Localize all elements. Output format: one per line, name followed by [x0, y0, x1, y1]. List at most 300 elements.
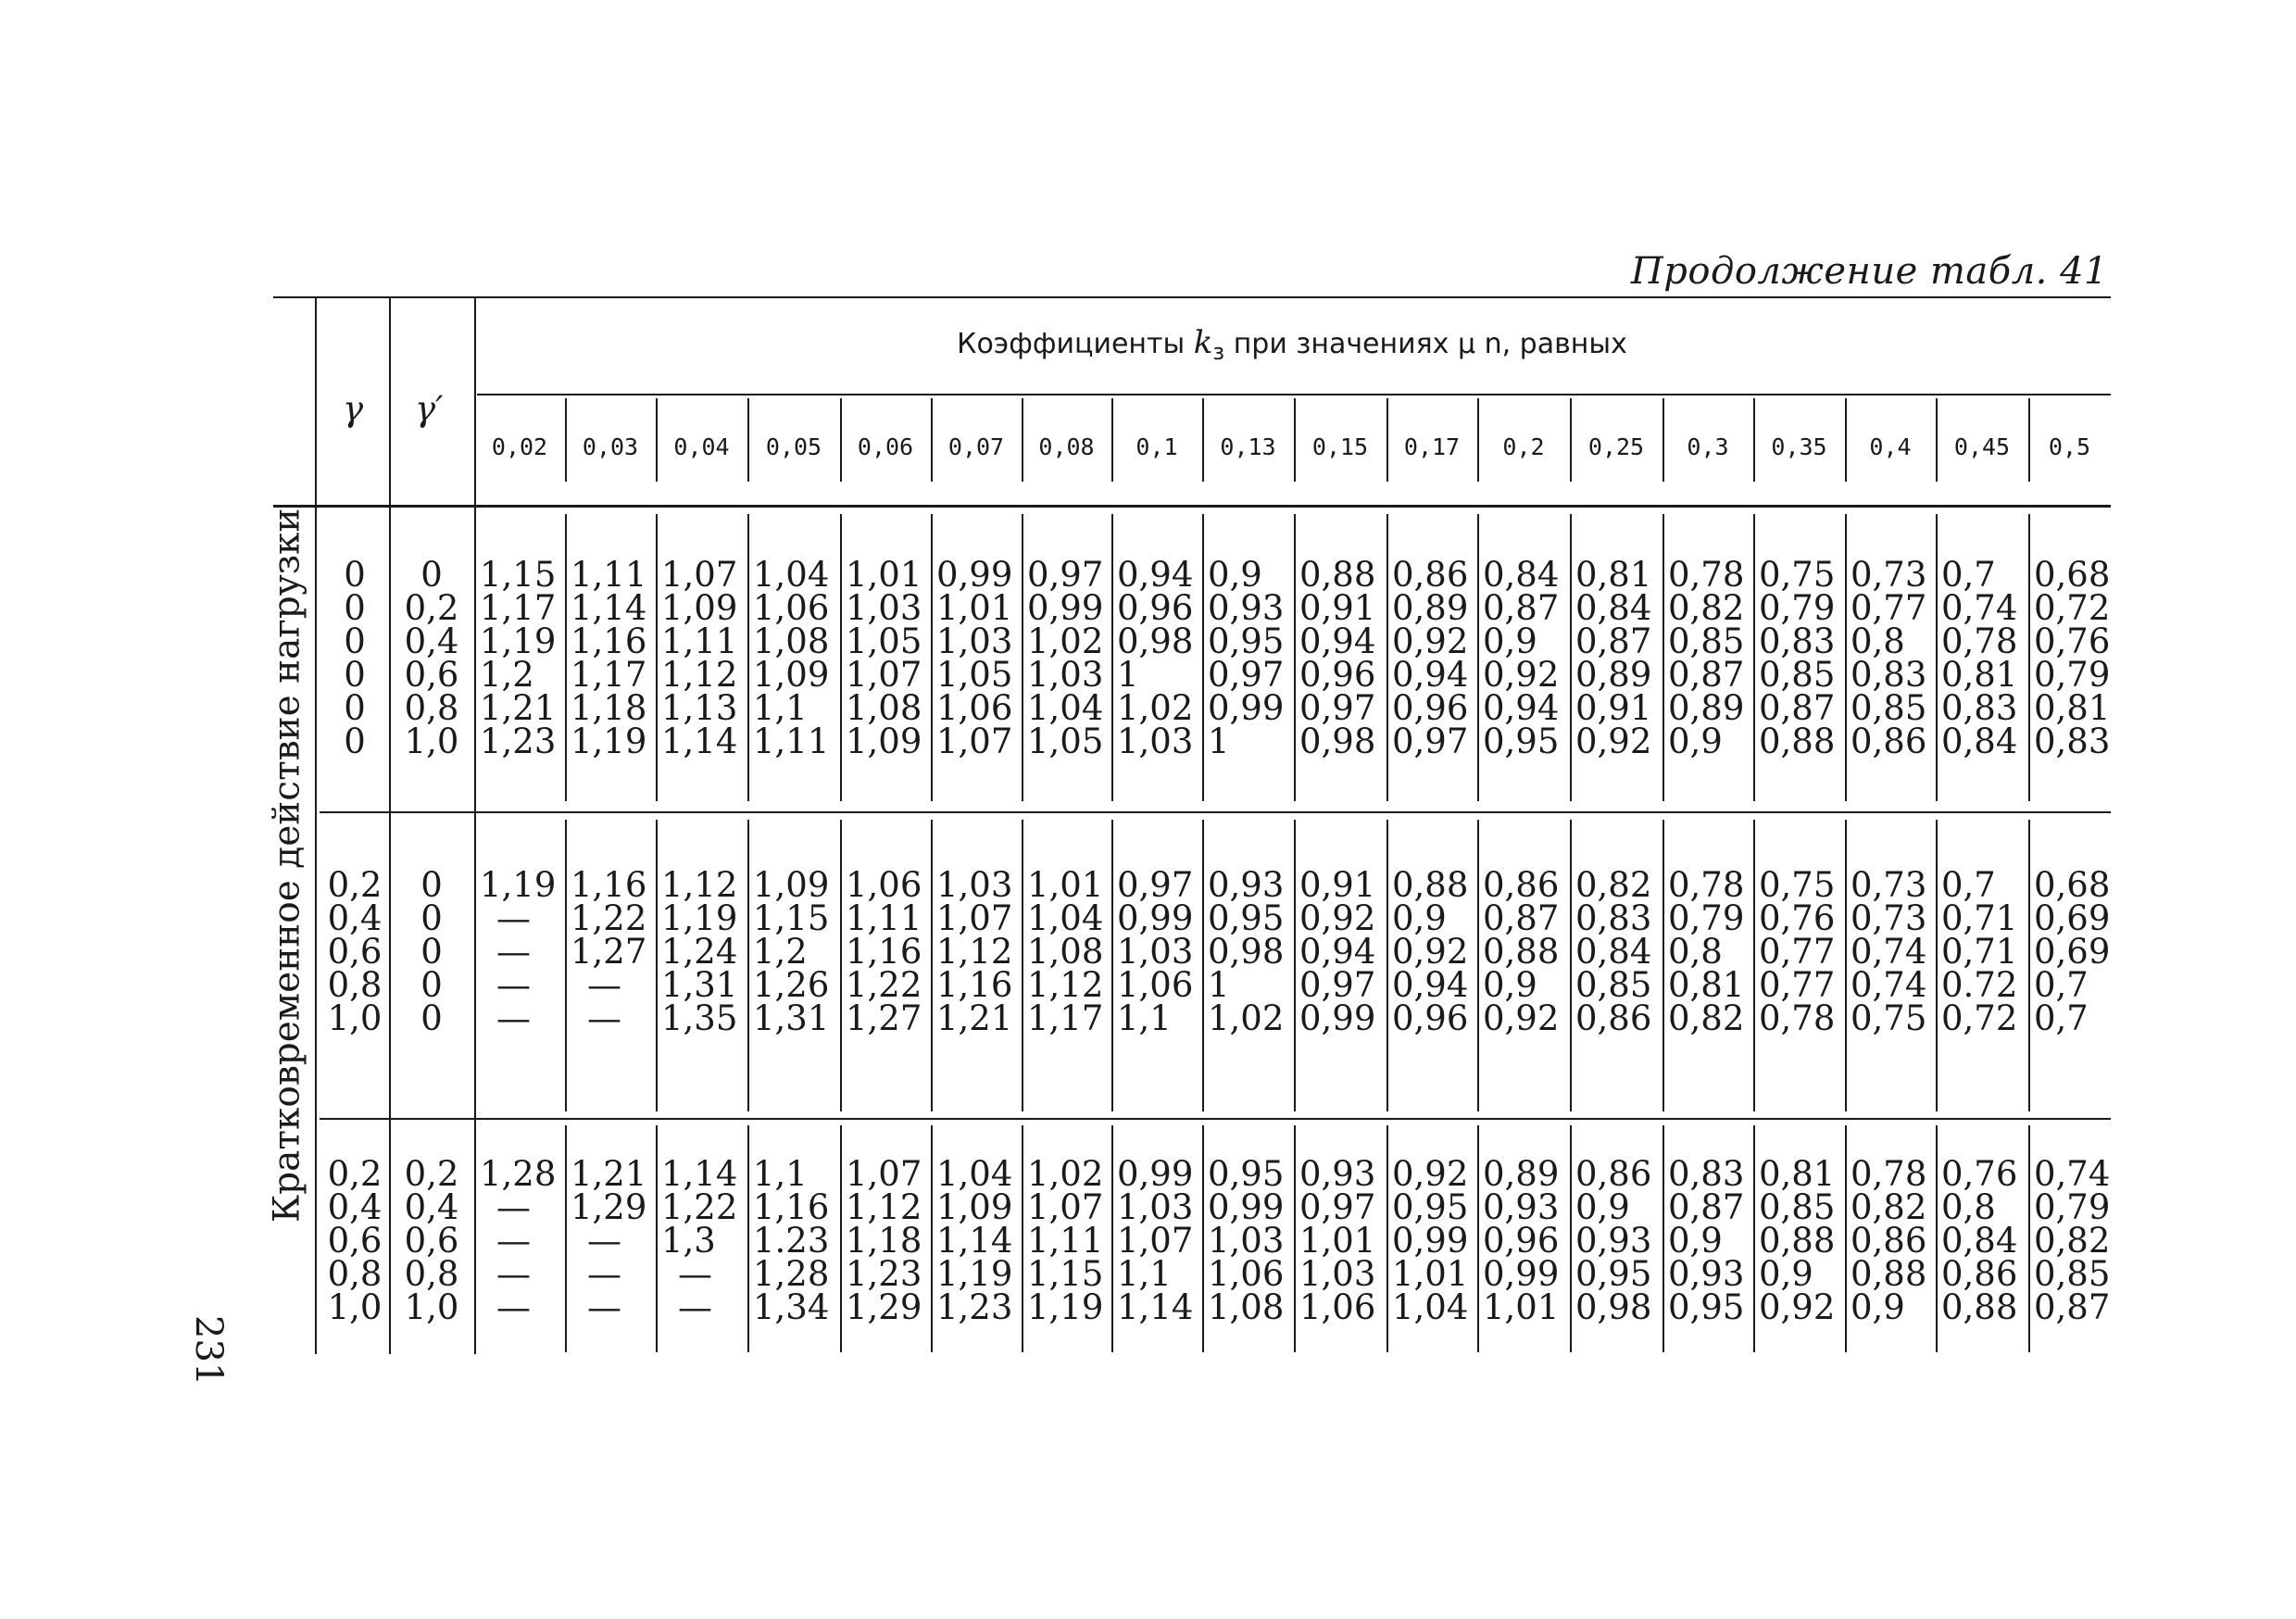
left-column-rule [474, 298, 476, 1354]
value-cell: 1,04 [1027, 898, 1104, 938]
value-cell: 1,26 [753, 965, 830, 1005]
gamma-prime-cell: 0 [420, 932, 443, 972]
value-column [1941, 555, 2018, 761]
value-column [753, 865, 830, 1038]
value-cell: 1,01 [936, 588, 1013, 628]
body-column-rule [1845, 514, 1847, 801]
value-cell: 1,07 [936, 898, 1013, 938]
value-cell: 1 [1208, 722, 1230, 761]
value-cell: 0,97 [1299, 688, 1376, 728]
value-column [2034, 865, 2111, 1038]
header-bottom-rule [273, 505, 2111, 508]
value-cell: 1,19 [480, 865, 557, 905]
value-cell: — [496, 1254, 531, 1294]
body-column-rule [1753, 514, 1755, 801]
value-cell: 1,01 [1299, 1221, 1376, 1261]
value-cell: 0,86 [1941, 1254, 2018, 1294]
value-column [480, 555, 557, 761]
value-column [661, 1154, 738, 1327]
value-cell: 1,04 [936, 1154, 1013, 1194]
value-cell: 0,87 [1759, 688, 1836, 728]
value-cell: 0,96 [1392, 998, 1469, 1038]
gamma-header: γ [343, 389, 364, 429]
value-column [1668, 1154, 1745, 1327]
value-cell: 1,02 [1027, 1154, 1104, 1194]
mu-n-header-cell: 0,08 [1038, 433, 1095, 460]
value-cell: 0,83 [1941, 688, 2018, 728]
value-column [1668, 555, 1745, 761]
value-cell: 0,87 [1483, 898, 1560, 938]
gamma-prime-cell: 0 [420, 865, 443, 905]
value-cell: 0,78 [1851, 1154, 1927, 1194]
value-cell: 1,31 [753, 998, 830, 1038]
value-cell: 0,72 [1941, 998, 2018, 1038]
gamma-column [322, 1154, 387, 1327]
gamma-prime-cell: 0 [420, 898, 443, 938]
value-cell: 0,88 [1299, 555, 1376, 595]
value-cell: 0,93 [1299, 1154, 1376, 1194]
value-cell: — [587, 1221, 621, 1261]
value-cell: 1,07 [1117, 1221, 1194, 1261]
value-column [1117, 865, 1194, 1038]
table-caption: Продолжение табл. 41 [1630, 250, 2108, 293]
value-cell: 0,95 [1208, 1154, 1285, 1194]
value-column [1575, 865, 1652, 1038]
value-cell: 0,84 [1941, 1221, 2018, 1261]
value-cell: 0,76 [2034, 621, 2111, 661]
value-cell: 0,91 [1299, 588, 1376, 628]
value-cell: 0,88 [1483, 932, 1560, 972]
mu-n-header-cell: 0,13 [1220, 433, 1276, 460]
value-cell: 0,89 [1575, 655, 1652, 695]
value-cell: 1,01 [1027, 865, 1104, 905]
value-cell: 0,86 [1851, 1221, 1927, 1261]
value-column [480, 865, 557, 1038]
value-cell: 1,06 [846, 865, 922, 905]
value-column [1299, 865, 1376, 1038]
value-column [1027, 555, 1104, 761]
value-column [936, 555, 1013, 761]
body-column-rule [565, 1125, 567, 1352]
mu-n-header-cell: 0,02 [491, 433, 548, 460]
value-cell: — [587, 998, 621, 1038]
value-cell: 0,9 [1759, 1254, 1813, 1294]
header-title-suffix: при значениях μ n, равных [1233, 328, 1627, 360]
value-cell: 1,09 [753, 865, 830, 905]
value-cell: 1,03 [1117, 1187, 1194, 1227]
value-cell: 1,23 [846, 1254, 922, 1294]
value-column [1941, 865, 2018, 1038]
value-cell: 1,12 [846, 1187, 922, 1227]
value-cell: 0,87 [1668, 1187, 1745, 1227]
value-cell: 1,14 [661, 1154, 738, 1194]
value-cell: — [496, 898, 531, 938]
value-cell: 1,04 [1392, 1287, 1469, 1327]
gamma-prime-cell: 0,2 [404, 1154, 459, 1194]
value-cell: 1,03 [936, 621, 1013, 661]
value-cell: 1,14 [661, 722, 738, 761]
body-column-rule [1386, 1125, 1388, 1352]
value-cell: 1,1 [753, 688, 808, 728]
value-cell: 0,93 [1208, 865, 1285, 905]
gamma-prime-column [395, 555, 469, 761]
value-cell: — [496, 965, 531, 1005]
value-column [1208, 865, 1285, 1038]
value-cell: 0,91 [1575, 688, 1652, 728]
body-column-rule [1386, 820, 1388, 1111]
body-column-rule [1845, 820, 1847, 1111]
header-title-subscript: з [1212, 339, 1225, 365]
value-cell: 0,9 [1483, 965, 1537, 1005]
value-cell: 0,79 [1759, 588, 1836, 628]
value-column [1941, 1154, 2018, 1327]
value-column [1027, 1154, 1104, 1327]
value-cell: 0,96 [1117, 588, 1194, 628]
body-column-rule [747, 820, 749, 1111]
value-cell: 1,08 [753, 621, 830, 661]
body-column-rule [2028, 514, 2030, 801]
value-cell: 0,86 [1392, 555, 1469, 595]
value-cell: 1,13 [661, 688, 738, 728]
value-cell: 1,06 [753, 588, 830, 628]
mu-n-header-cell: 0,06 [857, 433, 914, 460]
value-column [1299, 555, 1376, 761]
value-cell: 1,16 [753, 1187, 830, 1227]
value-cell: 0,83 [1851, 655, 1927, 695]
value-column [753, 1154, 830, 1327]
value-cell: 0,99 [1208, 688, 1285, 728]
gamma-cell: 0,6 [327, 932, 383, 972]
value-cell: 1,11 [846, 898, 922, 938]
body-column-rule [931, 514, 933, 801]
value-cell: 1,31 [661, 965, 738, 1005]
value-cell: 1,02 [1117, 688, 1194, 728]
value-cell: 1,19 [571, 722, 647, 761]
value-cell: 0,87 [1668, 655, 1745, 695]
value-cell: 0,96 [1483, 1221, 1560, 1261]
body-column-rule [2028, 1125, 2030, 1352]
value-column [480, 1154, 557, 1327]
body-column-rule [840, 1125, 842, 1352]
body-column-rule [656, 514, 658, 801]
value-cell: 0,74 [1851, 932, 1927, 972]
value-column [936, 1154, 1013, 1327]
gamma-cell: 0 [344, 621, 366, 661]
body-column-rule [1294, 820, 1296, 1111]
gamma-cell: 0 [344, 588, 366, 628]
value-cell: 0,93 [1483, 1187, 1560, 1227]
value-cell: 1,11 [753, 722, 830, 761]
value-cell: 1,16 [571, 621, 647, 661]
mu-column-rule [1477, 398, 1479, 482]
value-cell: 1,03 [1027, 655, 1104, 695]
value-cell: 0,99 [1483, 1254, 1560, 1294]
value-column [846, 555, 922, 761]
value-cell: 1,07 [846, 655, 922, 695]
left-column-rule [389, 298, 391, 1354]
value-cell: 1,11 [661, 621, 738, 661]
value-cell: 1,16 [936, 965, 1013, 1005]
value-cell: 0,8 [1941, 1187, 1996, 1227]
value-cell: 0,95 [1668, 1287, 1745, 1327]
gamma-prime-cell: 0,4 [404, 1187, 459, 1227]
value-cell: 0,73 [1851, 555, 1927, 595]
value-cell: 0,88 [1941, 1287, 2018, 1327]
value-cell: 1,15 [1027, 1254, 1104, 1294]
value-cell: 0,87 [1483, 588, 1560, 628]
value-cell: 0,79 [1668, 898, 1745, 938]
body-column-rule [1477, 1125, 1479, 1352]
value-cell: 0,94 [1117, 555, 1194, 595]
value-cell: 0,84 [1575, 932, 1652, 972]
value-column [1208, 1154, 1285, 1327]
gamma-cell: 0 [344, 555, 366, 595]
mu-column-rule [1845, 398, 1847, 482]
value-cell: 1,01 [1392, 1254, 1469, 1294]
body-column-rule [747, 1125, 749, 1352]
value-column [1575, 555, 1652, 761]
value-cell: 0,82 [1668, 998, 1745, 1038]
value-cell: 1,29 [846, 1287, 922, 1327]
value-cell: 0,97 [1208, 655, 1285, 695]
value-cell: 0,9 [1668, 1221, 1723, 1261]
value-cell: 0,84 [1575, 588, 1652, 628]
mu-column-rule [840, 398, 842, 482]
value-cell: 0,82 [1851, 1187, 1927, 1227]
gamma-prime-cell: 1,0 [404, 722, 459, 761]
value-cell: 0,81 [1575, 555, 1652, 595]
value-cell: 0,95 [1575, 1254, 1652, 1294]
value-cell: 0,71 [1941, 898, 2018, 938]
mu-n-header-cell: 0,15 [1311, 433, 1369, 460]
value-cell: 1,08 [846, 688, 922, 728]
top-rule [273, 296, 2111, 298]
value-cell: 0,9 [1575, 1187, 1630, 1227]
group-separator-1 [320, 811, 2111, 813]
body-column-rule [931, 1125, 933, 1352]
value-cell: 1,03 [1117, 722, 1194, 761]
page-number: 231 [187, 1315, 230, 1387]
value-cell: 0,85 [1759, 1187, 1836, 1227]
value-cell: 1,08 [1208, 1287, 1285, 1327]
mu-n-header-cell: 0,3 [1687, 433, 1729, 460]
gamma-cell: 0 [344, 655, 366, 695]
value-cell: 1,04 [1027, 688, 1104, 728]
body-column-rule [1294, 514, 1296, 801]
value-column [1117, 1154, 1194, 1327]
value-cell: 1,02 [1027, 621, 1104, 661]
body-column-rule [1753, 1125, 1755, 1352]
value-cell: — [496, 932, 531, 972]
value-cell: 1,05 [846, 621, 922, 661]
value-cell: 0,92 [1483, 655, 1560, 695]
value-column [1851, 865, 1927, 1038]
value-column [1208, 555, 1285, 761]
value-cell: 1,18 [571, 688, 647, 728]
body-column-rule [1477, 820, 1479, 1111]
value-cell: 0,97 [1027, 555, 1104, 595]
value-cell: — [496, 1187, 531, 1227]
value-column [571, 555, 647, 761]
value-cell: 0,84 [1483, 555, 1560, 595]
value-cell: — [587, 1254, 621, 1294]
value-cell: 1,16 [846, 932, 922, 972]
value-cell: 0,69 [2034, 932, 2111, 972]
value-cell: 1,14 [571, 588, 647, 628]
gamma-cell: 1,0 [327, 998, 383, 1038]
gamma-cell: 1,0 [327, 1287, 383, 1327]
value-cell: 0,99 [1392, 1221, 1469, 1261]
mu-column-rule [1662, 398, 1664, 482]
value-cell: 0,83 [1575, 898, 1652, 938]
value-cell: 1,27 [846, 998, 922, 1038]
value-cell: 1,09 [661, 588, 738, 628]
value-column [846, 865, 922, 1038]
value-cell: 1,19 [480, 621, 557, 661]
value-cell: 1,12 [936, 932, 1013, 972]
gamma-prime-cell: 0 [420, 998, 443, 1038]
value-cell: 0,88 [1392, 865, 1469, 905]
mu-column-rule [1022, 398, 1023, 482]
value-column [571, 865, 647, 1038]
value-column [1483, 865, 1560, 1038]
value-cell: 0,76 [1941, 1154, 2018, 1194]
header-title [477, 324, 2107, 365]
value-cell: 0,88 [1759, 1221, 1836, 1261]
gamma-cell: 0,2 [327, 865, 383, 905]
value-cell: — [587, 1287, 621, 1327]
value-cell: 0,95 [1208, 898, 1285, 938]
gamma-cell: 0,2 [327, 1154, 383, 1194]
value-column [1668, 865, 1745, 1038]
value-cell: 0,97 [1117, 865, 1194, 905]
value-cell: 0,86 [1851, 722, 1927, 761]
value-cell: 0,95 [1392, 1187, 1469, 1227]
value-cell: 0,88 [1851, 1254, 1927, 1294]
value-cell: 1,14 [936, 1221, 1013, 1261]
value-cell: 0,98 [1575, 1287, 1652, 1327]
gamma-prime-cell: 0,6 [404, 1221, 459, 1261]
gamma-prime-cell: 0,6 [404, 655, 459, 695]
side-label: Кратковременное действие нагрузки [266, 508, 308, 1223]
value-column [1299, 1154, 1376, 1327]
body-column-rule [1936, 820, 1938, 1111]
value-cell: 1,07 [846, 1154, 922, 1194]
value-cell: 0.72 [1941, 965, 2018, 1005]
gamma-prime-cell: 0,4 [404, 621, 459, 661]
value-cell: 0,78 [1668, 555, 1745, 595]
value-column [1851, 1154, 1927, 1327]
value-cell: 0,94 [1392, 655, 1469, 695]
value-cell: 1,3 [661, 1221, 716, 1261]
value-cell: 1,28 [480, 1154, 557, 1194]
mu-n-header-cell: 0,5 [2048, 433, 2091, 460]
value-cell: 0,94 [1299, 932, 1376, 972]
value-cell: 0,79 [2034, 1187, 2111, 1227]
value-cell: 0,78 [1668, 865, 1745, 905]
mu-column-rule [1936, 398, 1938, 482]
mu-n-header-cell: 0,17 [1403, 433, 1461, 460]
value-cell: 0,85 [1759, 655, 1836, 695]
mu-column-rule [931, 398, 933, 482]
value-cell: 0,99 [1299, 998, 1376, 1038]
body-column-rule [1111, 820, 1113, 1111]
value-cell: 0,84 [1941, 722, 2018, 761]
value-cell: 0,95 [1208, 621, 1285, 661]
body-column-rule [656, 820, 658, 1111]
value-cell: 0,97 [1299, 1187, 1376, 1227]
value-cell: 0,82 [2034, 1221, 2111, 1261]
value-cell: 1,21 [480, 688, 557, 728]
value-cell: 0,81 [1941, 655, 2018, 695]
value-cell: 1,09 [846, 722, 922, 761]
gamma-cell: 0 [344, 688, 366, 728]
value-cell: 0,77 [1759, 932, 1836, 972]
body-column-rule [840, 820, 842, 1111]
mu-column-rule [1753, 398, 1755, 482]
body-column-rule [747, 514, 749, 801]
value-cell: 0,94 [1483, 688, 1560, 728]
value-cell: 1,09 [936, 1187, 1013, 1227]
value-cell: 0,9 [1208, 555, 1262, 595]
value-cell: 0,7 [1941, 555, 1996, 595]
body-column-rule [1570, 514, 1572, 801]
value-cell: 0,85 [1851, 688, 1927, 728]
value-column [1392, 1154, 1469, 1327]
mu-n-header-cell: 0,45 [1953, 433, 2011, 460]
gamma-cell: 0,6 [327, 1221, 383, 1261]
value-cell: 1,22 [661, 1187, 738, 1227]
value-cell: 0,92 [1392, 621, 1469, 661]
value-cell: 1,02 [1208, 998, 1285, 1038]
value-cell: 1,15 [753, 898, 830, 938]
value-cell: 0,71 [1941, 932, 2018, 972]
value-cell: 0,9 [1483, 621, 1537, 661]
header-title-prefix: Коэффициенты [957, 328, 1186, 360]
value-cell: — [587, 965, 621, 1005]
value-cell: 0,9 [1851, 1287, 1905, 1327]
value-column [661, 555, 738, 761]
value-cell: 1,03 [1208, 1221, 1285, 1261]
mu-n-header-cell: 0,25 [1587, 433, 1645, 460]
value-cell: 0,75 [1851, 998, 1927, 1038]
body-column-rule [1022, 1125, 1023, 1352]
value-cell: 1,23 [480, 722, 557, 761]
value-cell: 0,99 [1208, 1187, 1285, 1227]
value-cell: 1,06 [936, 688, 1013, 728]
value-cell: 0,98 [1208, 932, 1285, 972]
value-cell: 0,77 [1851, 588, 1927, 628]
gamma-prime-cell: 0 [420, 965, 443, 1005]
value-column [846, 1154, 922, 1327]
header-title-symbol: k [1193, 324, 1213, 361]
left-column-rule [315, 298, 317, 1354]
value-cell: 0,78 [1759, 998, 1836, 1038]
value-column [1392, 555, 1469, 761]
value-column [1759, 865, 1836, 1038]
value-cell: 1,12 [661, 865, 738, 905]
value-cell: 0,73 [1851, 865, 1927, 905]
value-cell: — [678, 1287, 712, 1327]
value-column [1027, 865, 1104, 1038]
value-cell: 1,06 [1299, 1287, 1376, 1327]
value-cell: 1,12 [661, 655, 738, 695]
value-cell: 1,05 [936, 655, 1013, 695]
value-cell: 1,07 [1027, 1187, 1104, 1227]
mu-column-rule [656, 398, 658, 482]
value-cell: 0,72 [2034, 588, 2111, 628]
body-column-rule [1570, 1125, 1572, 1352]
